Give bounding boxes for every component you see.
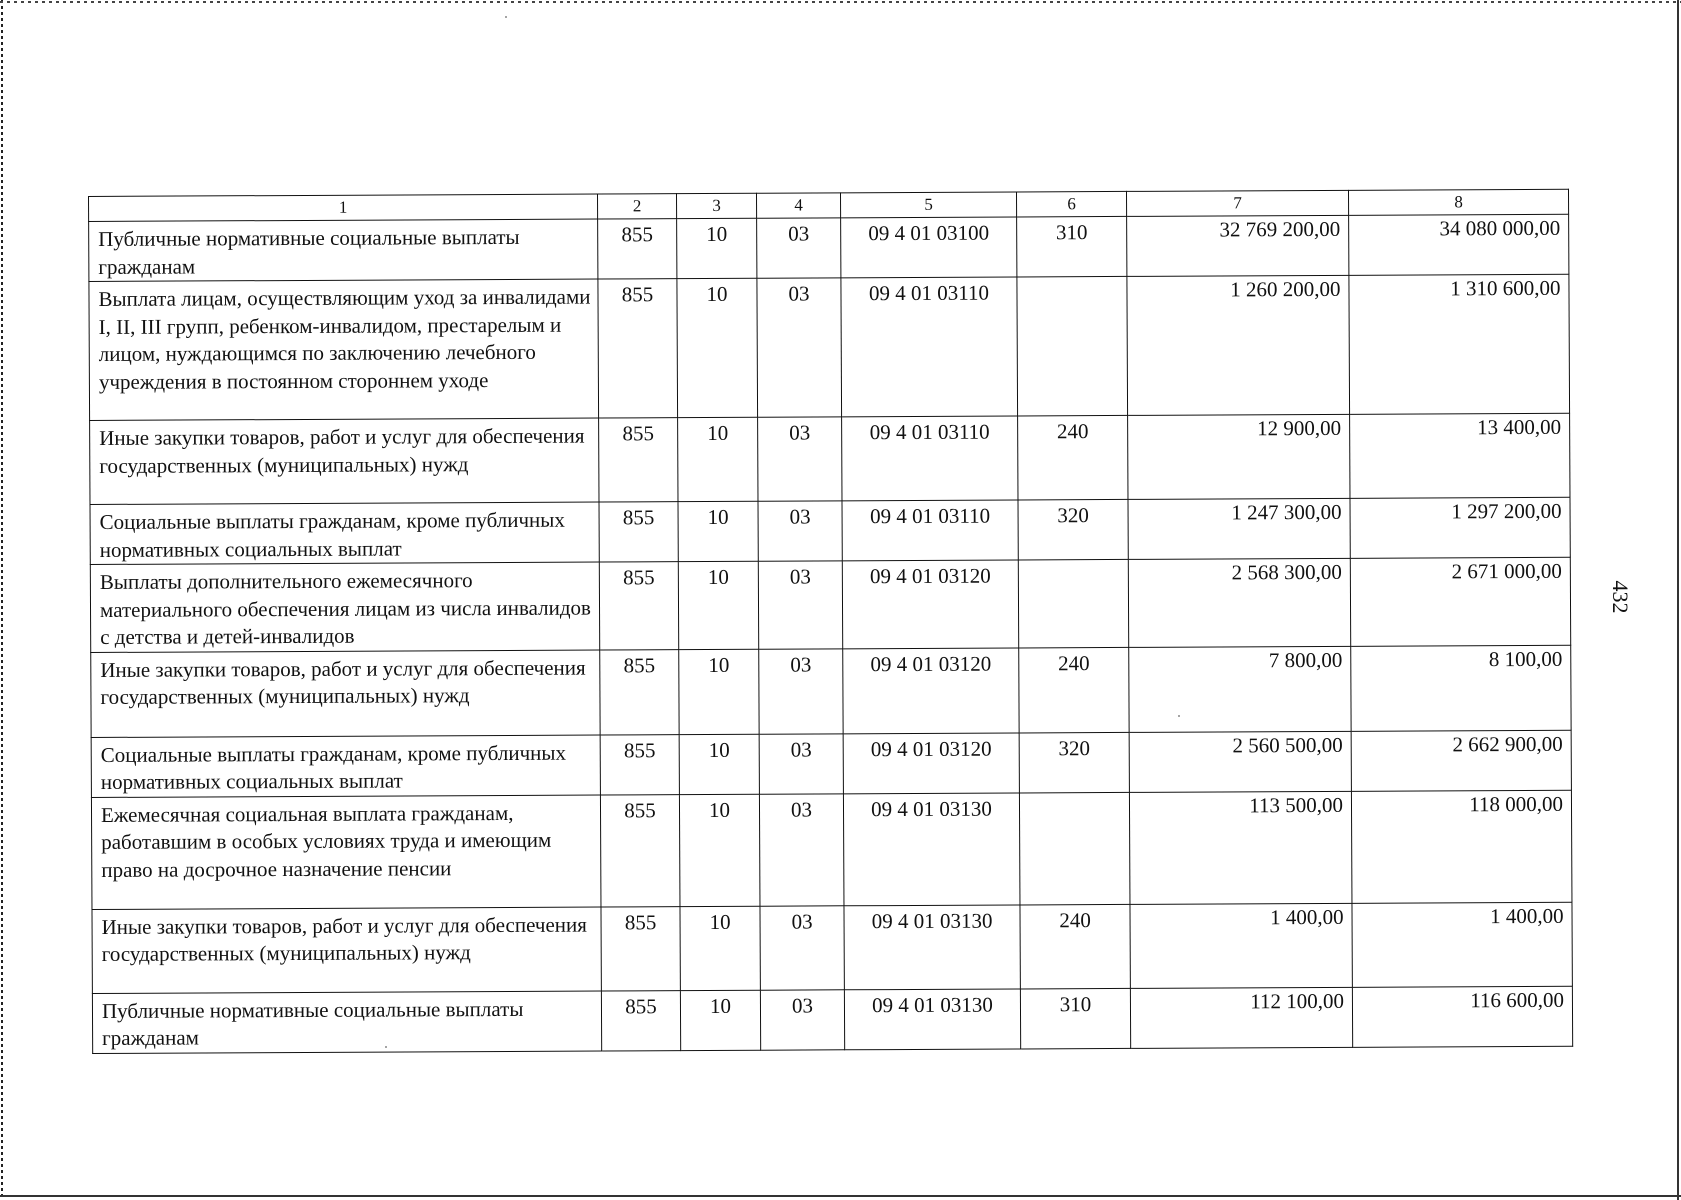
row-name: Иные закупки товаров, работ и услуг для обеспечения государственных (муниципальных) нужд: [92, 907, 601, 993]
cell-col8: 34 080 000,00: [1349, 214, 1569, 275]
cell-col2: 855: [599, 502, 678, 562]
cell-col4: 03: [758, 501, 842, 561]
cell-col2: 855: [601, 990, 680, 1050]
cell-col7: 1 260 200,00: [1127, 275, 1350, 415]
cell-col2: 855: [598, 279, 678, 418]
cell-col5: 09 4 01 03120: [843, 732, 1019, 793]
cell-col4: 03: [759, 733, 843, 793]
cell-col5: 09 4 01 03100: [841, 217, 1017, 278]
cell-col7: 2 560 500,00: [1129, 731, 1351, 792]
cell-col7: 12 900,00: [1128, 414, 1350, 499]
cell-col3: 10: [680, 906, 760, 990]
column-header: 3: [676, 193, 756, 218]
cell-col6: 310: [1017, 216, 1127, 277]
cell-col3: 10: [678, 417, 758, 501]
cell-col3: 10: [679, 794, 760, 906]
cell-col8: 1 400,00: [1352, 902, 1572, 987]
cell-col6: 240: [1018, 415, 1128, 500]
cell-col8: 1 310 600,00: [1349, 274, 1570, 414]
cell-col4: 03: [758, 417, 842, 501]
cell-col7: 2 568 300,00: [1128, 558, 1350, 647]
scan-edge-left: [1, 0, 3, 1200]
column-header: 7: [1126, 190, 1348, 216]
table-row: [89, 274, 1570, 420]
cell-col6: [1019, 792, 1130, 905]
cell-col5: 09 4 01 03130: [843, 792, 1020, 905]
cell-col2: 855: [600, 734, 679, 794]
scan-edge-right: [1677, 0, 1679, 1200]
column-header: 5: [840, 192, 1016, 218]
table-row: [89, 214, 1569, 281]
cell-col5: 09 4 01 03120: [843, 647, 1019, 733]
scan-edge-bottom: [0, 1195, 1681, 1197]
cell-col8: 13 400,00: [1350, 413, 1570, 498]
cell-col8: 2 662 900,00: [1351, 730, 1571, 791]
cell-col5: 09 4 01 03130: [844, 904, 1020, 989]
cell-col3: 10: [677, 218, 757, 278]
row-name: Публичные нормативные социальные выплаты гражданам: [89, 219, 598, 281]
cell-col6: 310: [1020, 988, 1130, 1049]
row-name: Выплата лицам, осуществляющим уход за инвалидами I, II, III групп, ребенком-инвалидом, престарелым и лицом, нуждающимся по заключению лечебного учреждения в постоянном стороннем уходе: [89, 279, 599, 420]
cell-col3: 10: [680, 990, 760, 1050]
cell-col7: 32 769 200,00: [1127, 215, 1349, 276]
cell-col4: 03: [759, 648, 843, 733]
cell-col2: 855: [600, 649, 679, 734]
row-name: Иные закупки товаров, работ и услуг для обеспечения государственных (муниципальных) нужд: [91, 650, 600, 737]
cell-col7: 113 500,00: [1129, 791, 1352, 904]
cell-col7: 1 400,00: [1130, 903, 1352, 988]
cell-col4: 03: [757, 278, 842, 417]
table-row: [91, 645, 1571, 737]
cell-col5: 09 4 01 03130: [844, 988, 1020, 1049]
row-name: Социальные выплаты гражданам, кроме публичных нормативных социальных выплат: [90, 502, 599, 564]
row-name: Публичные нормативные социальные выплаты гражданам: [92, 991, 601, 1053]
row-name: Иные закупки товаров, работ и услуг для обеспечения государственных (муниципальных) нужд: [90, 418, 599, 504]
budget-table: [88, 189, 1573, 1054]
table-row: [90, 413, 1570, 504]
cell-col2: 855: [600, 794, 680, 906]
cell-col8: 2 671 000,00: [1350, 557, 1570, 646]
row-name: Социальные выплаты гражданам, кроме публичных нормативных социальных выплат: [91, 735, 600, 797]
cell-col8: 118 000,00: [1351, 790, 1572, 903]
table-row: [92, 902, 1572, 993]
table-row: [91, 730, 1571, 797]
row-name: Выплаты дополнительного ежемесячного материального обеспечения лицам из числа инвалидов с детства и детей-инвалидов: [90, 562, 599, 652]
table-row: [90, 497, 1570, 564]
cell-col8: 116 600,00: [1352, 986, 1572, 1047]
cell-col8: 8 100,00: [1351, 645, 1571, 731]
cell-col4: 03: [757, 218, 841, 278]
page-number: 432: [1608, 580, 1633, 614]
scan-edge-top: [0, 1, 1681, 3]
cell-col3: 10: [678, 561, 758, 649]
cell-col4: 03: [758, 561, 842, 649]
table-row: [90, 557, 1570, 652]
cell-col4: 03: [759, 793, 844, 905]
cell-col5: 09 4 01 03120: [842, 560, 1018, 648]
cell-col3: 10: [678, 501, 758, 561]
cell-col4: 03: [760, 989, 844, 1049]
table-row: [91, 790, 1572, 909]
scan-speck: [505, 16, 507, 18]
cell-col7: 1 247 300,00: [1128, 498, 1350, 559]
cell-col6: [1018, 559, 1128, 647]
row-name: Ежемесячная социальная выплата гражданам, работавшим в особых условиях труда и имеющим право на досрочное назначение пенсии: [91, 795, 601, 909]
cell-col7: 7 800,00: [1129, 646, 1351, 732]
cell-col6: 320: [1018, 499, 1128, 560]
cell-col5: 09 4 01 03110: [842, 416, 1018, 501]
cell-col3: 10: [677, 278, 758, 417]
cell-col3: 10: [679, 734, 759, 794]
cell-col2: 855: [598, 219, 677, 279]
cell-col5: 09 4 01 03110: [842, 500, 1018, 561]
cell-col3: 10: [679, 649, 759, 734]
cell-col6: 240: [1020, 904, 1130, 989]
cell-col6: 320: [1019, 732, 1129, 793]
column-header: 4: [756, 193, 840, 218]
cell-col6: 240: [1019, 647, 1129, 733]
cell-col5: 09 4 01 03110: [841, 277, 1018, 417]
cell-col2: 855: [601, 906, 680, 990]
cell-col2: 855: [599, 418, 678, 502]
cell-col4: 03: [760, 905, 844, 989]
cell-col8: 1 297 200,00: [1350, 497, 1570, 558]
column-header: 1: [89, 194, 598, 221]
cell-col2: 855: [599, 562, 678, 650]
column-header: 8: [1348, 189, 1568, 215]
cell-col6: [1017, 276, 1128, 416]
column-header: 6: [1016, 191, 1126, 217]
column-header: 2: [597, 194, 676, 219]
table-row: [92, 986, 1572, 1053]
cell-col7: 112 100,00: [1130, 987, 1352, 1048]
